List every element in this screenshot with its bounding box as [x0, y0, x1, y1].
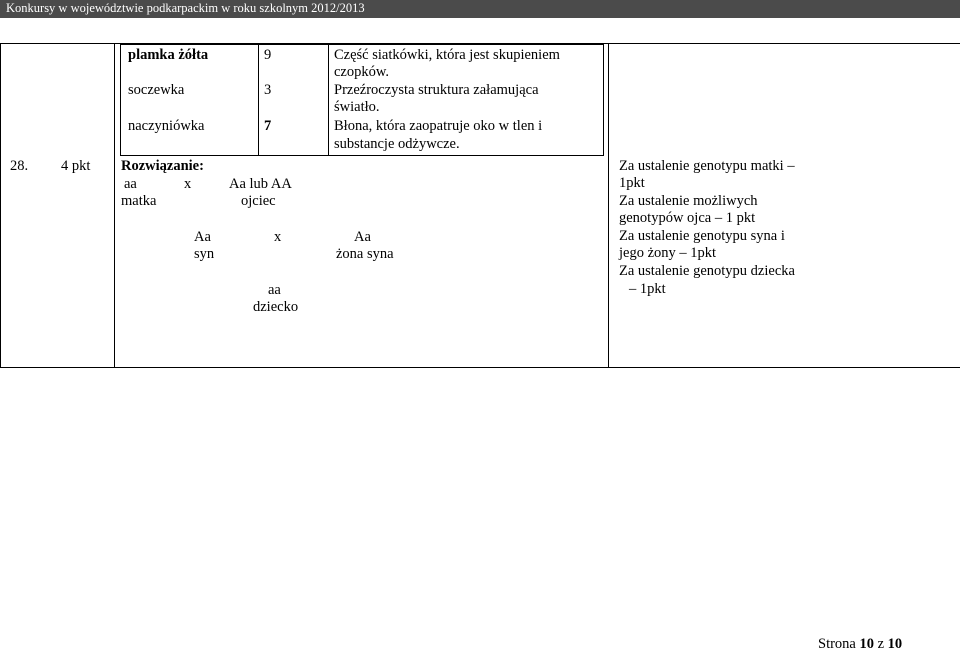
inner-table-divider-2 — [328, 44, 329, 156]
definition-line: czopków. — [334, 64, 390, 80]
son-genotype: Aa — [194, 229, 211, 245]
number-cell: 3 — [264, 82, 272, 98]
page-footer — [818, 637, 902, 652]
definition-line: Przeźroczysta struktura załamująca — [334, 82, 539, 98]
definition-line: Część siatkówki, która jest skupieniem — [334, 47, 560, 63]
son-label: syn — [194, 246, 215, 262]
scoring-line: 1pkt — [619, 175, 645, 191]
scoring-line: – 1pkt — [629, 281, 666, 297]
child-label: dziecko — [253, 299, 299, 315]
term-cell: plamka żółta — [128, 47, 209, 63]
page-label: Strona — [818, 636, 856, 652]
cross-sign: x — [274, 229, 282, 245]
document-header — [0, 0, 960, 18]
task-points: 4 pkt — [61, 158, 91, 174]
scoring-line: jego żony – 1pkt — [619, 245, 717, 261]
scoring-line: genotypów ojca – 1 pkt — [619, 210, 756, 226]
wife-genotype: Aa — [354, 229, 371, 245]
inner-table-right-border — [603, 44, 604, 156]
header-title: Konkursy w województwie podkarpackim w roku szkolnym 2012/2013 — [6, 1, 365, 15]
scoring-line: Za ustalenie możliwych — [619, 193, 758, 209]
outer-table-bottom-border — [0, 367, 960, 368]
page-total: 10 — [887, 636, 903, 652]
mother-label: matka — [121, 193, 157, 209]
number-cell: 7 — [264, 118, 272, 134]
definition-line: substancje odżywcze. — [334, 136, 460, 152]
mother-genotype: aa — [124, 176, 137, 192]
cross-sign: x — [184, 176, 192, 192]
inner-table-left-border — [120, 44, 121, 156]
child-genotype: aa — [268, 282, 281, 298]
father-label: ojciec — [241, 193, 276, 209]
solution-label: Rozwiązanie: — [121, 158, 204, 174]
scoring-line: Za ustalenie genotypu matki – — [619, 158, 795, 174]
father-genotype: Aa lub AA — [229, 176, 292, 192]
page-number: 10 — [859, 636, 874, 652]
outer-table-col-line-3 — [608, 43, 609, 368]
definition-line: Błona, która zaopatruje oko w tlen i — [334, 118, 543, 134]
definition-line: światło. — [334, 99, 380, 115]
number-cell: 9 — [264, 47, 272, 63]
inner-table-top-border — [120, 44, 604, 45]
inner-table-bottom-border — [120, 155, 604, 156]
task-number: 28. — [10, 158, 29, 174]
outer-table-col-line-1 — [0, 43, 1, 368]
scoring-line: Za ustalenie genotypu syna i — [619, 228, 785, 244]
scoring-line: Za ustalenie genotypu dziecka — [619, 263, 795, 279]
inner-table-divider-1 — [258, 44, 259, 156]
page-of: z — [877, 636, 885, 652]
term-cell: soczewka — [128, 82, 185, 98]
outer-table-col-line-2 — [114, 43, 115, 368]
term-cell: naczyniówka — [128, 118, 205, 134]
wife-label: żona syna — [336, 246, 394, 262]
